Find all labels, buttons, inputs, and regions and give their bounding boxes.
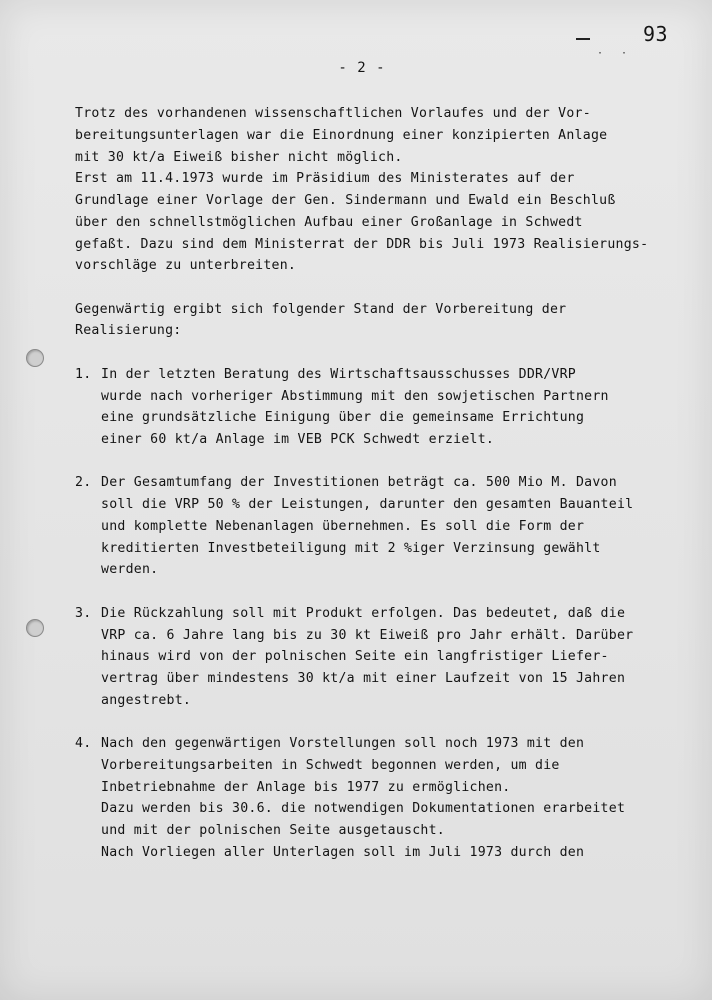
list-item-line: und komplette Nebenanlagen übernehmen. Es soll die Form der	[101, 519, 585, 534]
list-item-number: 1.	[75, 367, 92, 382]
list-item-line: In der letzten Beratung des Wirtschaftsausschusses DDR/VRP	[101, 367, 576, 382]
punch-hole-icon	[26, 619, 44, 637]
text-line: vorschläge zu unterbreiten.	[75, 258, 297, 273]
list-item-line: soll die VRP 50 % der Leistungen, darunter den gesamten Bauanteil	[101, 497, 634, 512]
text-line: bereitungsunterlagen war die Einordnung einer konzipierten Anlage	[75, 128, 608, 143]
text-line: Realisierung:	[75, 323, 182, 338]
list-item-line: Dazu werden bis 30.6. die notwendigen Dokumentationen erarbeitet	[101, 801, 626, 816]
list-item-line: kreditierten Investbeteiligung mit 2 %iger Verzinsung gewählt	[101, 541, 601, 556]
text-line: mit 30 kt/a Eiweiß bisher nicht möglich.	[75, 150, 403, 165]
text-line: Grundlage einer Vorlage der Gen. Sindermann und Ewald ein Beschluß	[75, 193, 616, 208]
list-item-number: 2.	[75, 475, 92, 490]
list-item-number: 3.	[75, 606, 92, 621]
punch-hole-icon	[26, 349, 44, 367]
list-item-line: Inbetriebnahme der Anlage bis 1977 zu ermöglichen.	[101, 780, 511, 795]
list-item-line: einer 60 kt/a Anlage im VEB PCK Schwedt erzielt.	[101, 432, 495, 447]
list-item-line: Nach Vorliegen aller Unterlagen soll im Juli 1973 durch den	[101, 845, 585, 860]
text-line: gefaßt. Dazu sind dem Ministerrat der DDR bis Juli 1973 Realisierungs-	[75, 237, 649, 252]
list-item-line: Die Rückzahlung soll mit Produkt erfolgen. Das bedeutet, daß die	[101, 606, 626, 621]
text-line: Gegenwärtig ergibt sich folgender Stand der Vorbereitung der	[75, 302, 567, 317]
page-number: - 2 -	[338, 60, 386, 76]
list-item-line: VRP ca. 6 Jahre lang bis zu 30 kt Eiweiß pro Jahr erhält. Darüber	[101, 628, 634, 643]
list-item-number: 4.	[75, 736, 92, 751]
archive-page-number: 93	[643, 22, 669, 46]
list-item-line: und mit der polnischen Seite ausgetauscht.	[101, 823, 445, 838]
list-item-line: angestrebt.	[101, 693, 192, 708]
text-line: Erst am 11.4.1973 wurde im Präsidium des Ministerates auf der	[75, 171, 575, 186]
list-item-line: Vorbereitungsarbeiten in Schwedt begonnen werden, um die	[101, 758, 560, 773]
pen-mark	[576, 38, 590, 40]
text-line: über den schnellstmöglichen Aufbau einer Großanlage in Schwedt	[75, 215, 583, 230]
margin-dots: · ·	[597, 48, 634, 59]
list-item-line: eine grundsätzliche Einigung über die gemeinsame Errichtung	[101, 410, 585, 425]
list-item-line: Der Gesamtumfang der Investitionen beträgt ca. 500 Mio M. Davon	[101, 475, 617, 490]
list-item-line: Nach den gegenwärtigen Vorstellungen soll noch 1973 mit den	[101, 736, 585, 751]
list-item-line: vertrag über mindestens 30 kt/a mit einer Laufzeit von 15 Jahren	[101, 671, 626, 686]
list-item-line: wurde nach vorheriger Abstimmung mit den sowjetischen Partnern	[101, 389, 609, 404]
list-item-line: werden.	[101, 562, 159, 577]
list-item-line: hinaus wird von der polnischen Seite ein langfristiger Liefer-	[101, 649, 609, 664]
text-line: Trotz des vorhandenen wissenschaftlichen Vorlaufes und der Vor-	[75, 106, 591, 121]
